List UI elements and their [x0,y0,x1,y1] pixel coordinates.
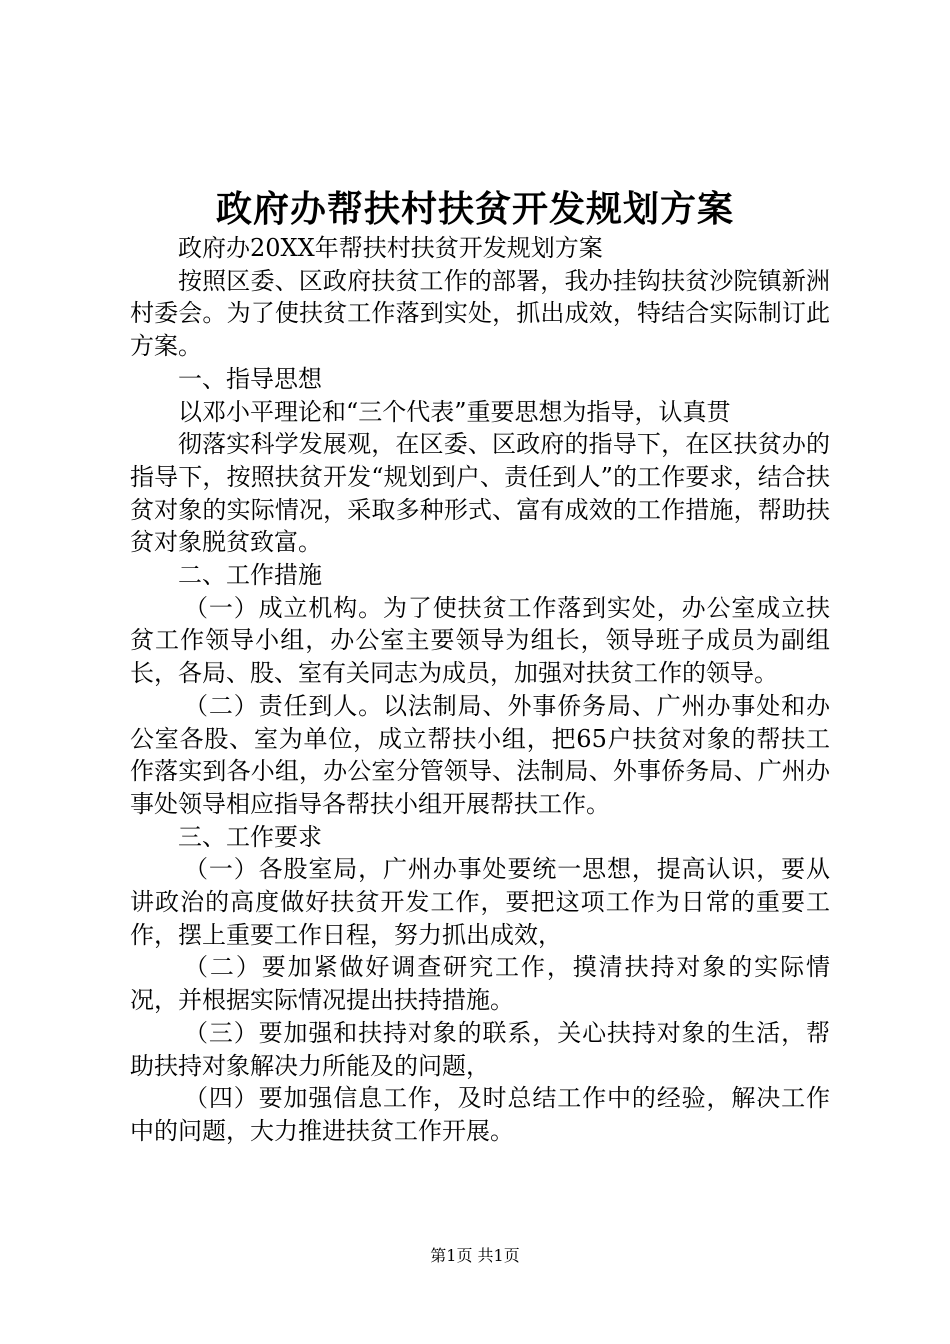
requirement-paragraph-1: （一）各股室局，广州办事处要统一思想，提高认识，要从讲政治的高度做好扶贫开发工作，要把这项工作为日常的重要工作，摆上重要工作日程，努力抓出成效， [130,855,830,949]
page-footer: 第1页 共1页 [430,1246,520,1265]
requirement-paragraph-3: （三）要加强和扶持对象的联系，关心扶持对象的生活，帮助扶持对象解决力所能及的问题， [130,1018,830,1080]
document-title: 政府办帮扶村扶贫开发规划方案 [215,188,734,230]
guiding-ideology-paragraph: 彻落实科学发展观，在区委、区政府的指导下，在区扶贫办的指导下，按照扶贫开发“规划到户、责任到人”的工作要求，结合扶贫对象的实际情况，采取多种形式、富有成效的工作措施，帮助扶贫对象脱贫致富。 [130,430,830,557]
guiding-ideology-line: 以邓小平理论和“三个代表”重要思想为指导，认真贯 [178,397,731,426]
section-heading-work-requirements: 三、工作要求 [178,822,322,851]
requirement-paragraph-4: （四）要加强信息工作，及时总结工作中的经验，解决工作中的问题，大力推进扶贫工作开展。 [130,1084,830,1145]
document-body [130,232,830,1148]
intro-paragraph: 按照区委、区政府扶贫工作的部署，我办挂钩扶贫沙院镇新洲村委会。为了使扶贫工作落到实处，抓出成效，特结合实际制订此方案。 [130,266,830,361]
section-heading-guiding-ideology: 一、指导思想 [178,364,322,393]
measure-paragraph-2: （二）责任到人。以法制局、外事侨务局、广州办事处和办公室各股、室为单位，成立帮扶小组，把65户扶贫对象的帮扶工作落实到各小组，办公室分管领导、法制局、外事侨务局、广州办事处领导相应指导各帮扶小组开展帮扶工作。 [130,691,830,818]
measure-paragraph-1: （一）成立机构。为了使扶贫工作落到实处，办公室成立扶贫工作领导小组，办公室主要领导为组长，领导班子成员为副组长，各局、股、室有关同志为成员，加强对扶贫工作的领导。 [130,593,830,688]
requirement-paragraph-2: （二）要加紧做好调查研究工作，摸清扶持对象的实际情况，并根据实际情况提出扶持措施。 [130,953,830,1015]
section-heading-work-measures: 二、工作措施 [178,561,322,590]
subtitle-line: 政府办20XX年帮扶村扶贫开发规划方案 [178,234,603,262]
